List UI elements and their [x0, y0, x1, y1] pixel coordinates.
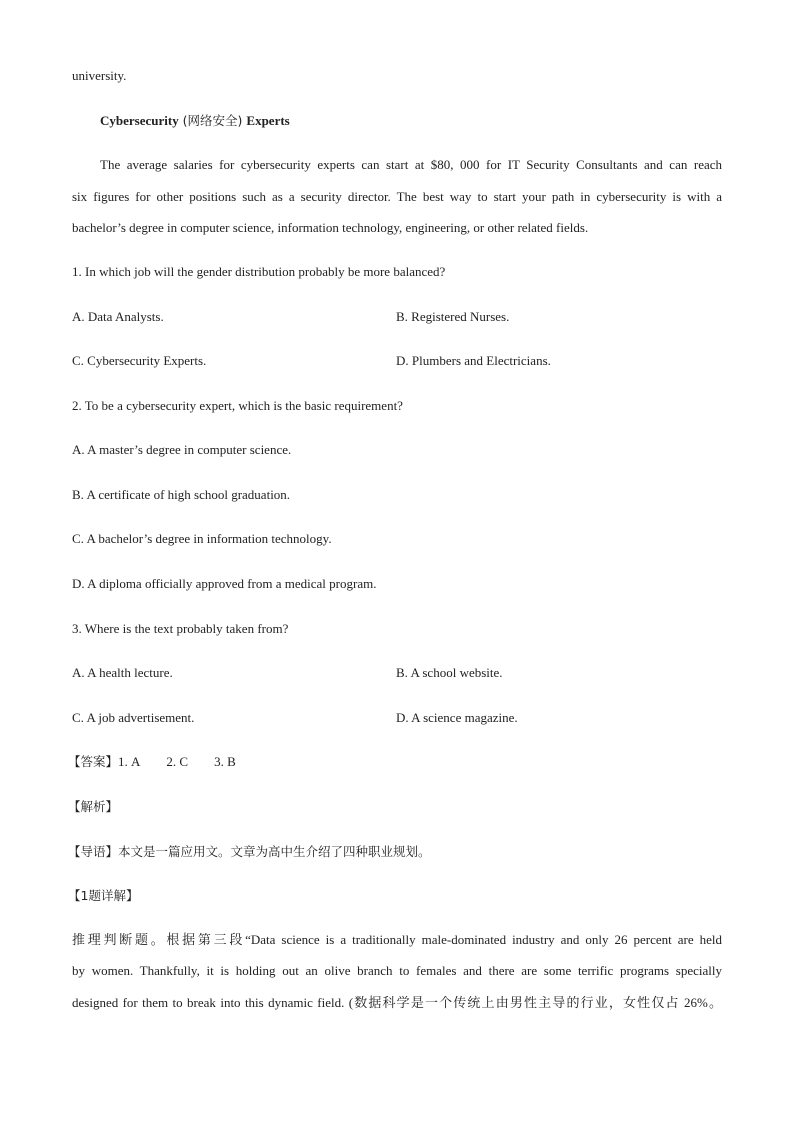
question-stem: 1. In which job will the gender distribution probably be more balanced?: [72, 264, 446, 279]
option-b: B. Registered Nurses.: [396, 309, 510, 324]
answer-3: 3. B: [214, 754, 236, 769]
heading-bold: Cybersecurity: [100, 113, 179, 128]
paragraph-line: The average salaries for cybersecurity experts can start at $80, 000 for IT Security Consultants and can reach: [100, 157, 722, 172]
answer-2: 2. C: [166, 754, 189, 769]
answer-1: 1. A: [118, 754, 141, 769]
heading-bold: Experts: [246, 113, 290, 128]
answer-line: [68, 753, 236, 771]
question-stem: 3. Where is the text probably taken from?: [72, 621, 289, 636]
option-c: C. A bachelor’s degree in information technology.: [72, 531, 332, 546]
option-b: B. A school website.: [396, 665, 503, 680]
question-1-detail-label: 【1题详解】: [68, 888, 139, 903]
paragraph-line: bachelor’s degree in computer science, information technology, engineering, or other related fields.: [72, 220, 589, 235]
section-heading: [100, 112, 290, 130]
detail-line: 推理判断题。根据第三段“Data science is a traditionally male-dominated industry and only 26 percent are held: [72, 932, 722, 947]
text-line: university.: [72, 68, 127, 83]
detail-line: by women. Thankfully, it is holding out an olive branch to females and there are some terrific programs specially: [72, 963, 722, 978]
option-d: D. A diploma officially approved from a medical program.: [72, 576, 377, 591]
guide-label: 【导语】: [68, 844, 119, 859]
guide-text: 本文是一篇应用文。文章为高中生介绍了四种职业规划。: [118, 844, 431, 859]
detail-line: designed for them to break into this dynamic field. (数据科学是一个传统上由男性主导的行业，女性仅占 26%。: [72, 995, 722, 1010]
analysis-label: 【解析】: [68, 799, 119, 814]
option-a: A. A master’s degree in computer science.: [72, 442, 292, 457]
option-c: C. Cybersecurity Experts.: [72, 353, 207, 368]
question-stem: 2. To be a cybersecurity expert, which is the basic requirement?: [72, 398, 403, 413]
answer-label: 【答案】: [68, 754, 119, 769]
option-c: C. A job advertisement.: [72, 710, 195, 725]
option-b: B. A certificate of high school graduation.: [72, 487, 291, 502]
option-a: A. A health lecture.: [72, 665, 173, 680]
heading-chinese: (网络安全): [178, 113, 247, 128]
option-d: D. A science magazine.: [396, 710, 518, 725]
option-a: A. Data Analysts.: [72, 309, 164, 324]
option-d: D. Plumbers and Electricians.: [396, 353, 551, 368]
paragraph-line: six figures for other positions such as a security director. The best way to start your path in cybersecurity is with a: [72, 189, 722, 204]
guide-line: [68, 843, 431, 861]
